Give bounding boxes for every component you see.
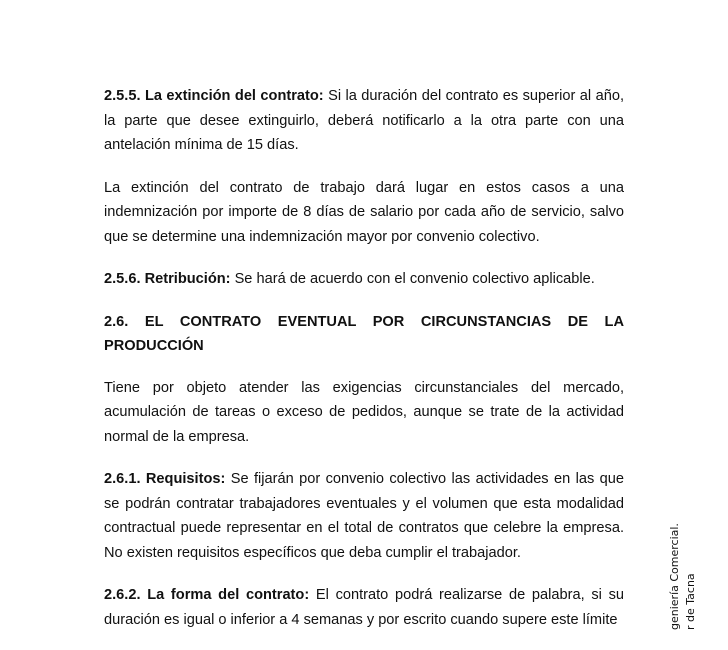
- paragraph-2-6-1: [104, 467, 624, 565]
- paragraph-2-6-2: [104, 583, 624, 632]
- paragraph-text: Tiene por objeto atender las exigencias circunstanciales del mercado, acumulación de tareas o exceso de pedidos, aunque se trate de la actividad normal de la empresa.: [104, 379, 624, 445]
- margin-note-line-2: r de Tacna: [684, 573, 697, 630]
- paragraph-indemnizacion: [104, 176, 624, 250]
- paragraph-text: El contrato podrá realizarse de palabra, si su duración es igual o inferior a 4 semanas y por escrito cuando supere este límite: [104, 587, 624, 628]
- section-heading-2-5-6: 2.5.6. Retribución:: [104, 271, 231, 287]
- paragraph-2-5-5: [104, 84, 624, 158]
- paragraph-objeto: [104, 376, 624, 450]
- paragraph-2-5-6: [104, 267, 624, 292]
- section-heading-2-6-2: 2.6.2. La forma del contrato:: [104, 587, 310, 603]
- paragraph-text: La extinción del contrato de trabajo dará lugar en estos casos a una indemnización por importe de 8 días de salario por cada año de servicio, salvo que se determine una indemnización mayor por convenio colectivo.: [104, 179, 624, 245]
- paragraph-text: Si la duración del contrato es superior al año, la parte que desee extinguirlo, deberá notificarlo a la otra parte con una antelación mínima de 15 días.: [104, 88, 624, 153]
- section-heading-2-6: 2.6. EL CONTRATO EVENTUAL POR CIRCUNSTANCIAS DE LA PRODUCCIÓN: [104, 313, 624, 354]
- section-heading-2-5-5: 2.5.5. La extinción del contrato:: [104, 88, 324, 104]
- paragraph-text: Se hará de acuerdo con el convenio colectivo aplicable.: [230, 271, 595, 287]
- margin-note-line-1: geniería Comercial.: [668, 523, 681, 630]
- body-text-column: [104, 84, 624, 650]
- vertical-margin-note: [668, 523, 700, 630]
- section-heading-2-6-1: 2.6.1. Requisitos:: [104, 471, 226, 487]
- paragraph-text: Se fijarán por convenio colectivo las actividades en las que se podrán contratar trabajadores eventuales y el volumen que esta modalidad contractual puede representar en el total de contratos que celebre la empresa. No existen requisitos específicos que deba cumplir el trabajador.: [104, 471, 624, 561]
